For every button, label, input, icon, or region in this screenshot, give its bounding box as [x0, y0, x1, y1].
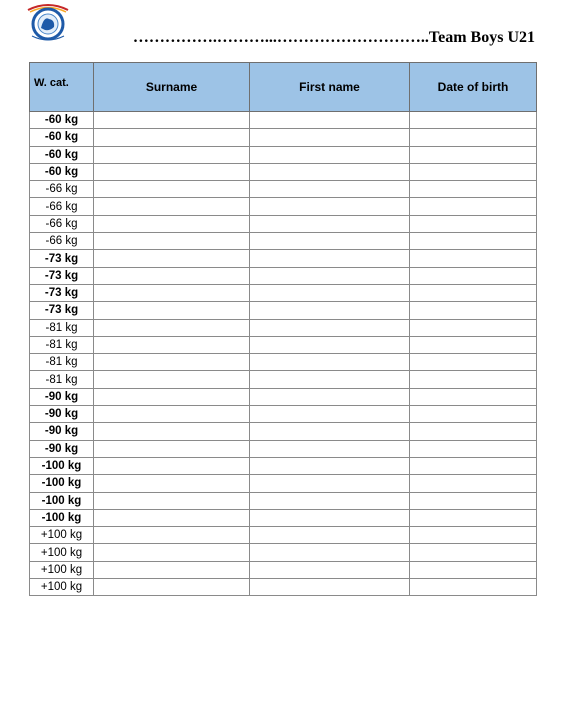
column-header-first-name: First name: [250, 63, 410, 112]
weight-category-cell: -73 kg: [30, 267, 94, 284]
surname-cell[interactable]: [94, 406, 250, 423]
weight-category-cell: -60 kg: [30, 163, 94, 180]
surname-cell[interactable]: [94, 163, 250, 180]
column-header-surname: Surname: [94, 63, 250, 112]
surname-cell[interactable]: [94, 250, 250, 267]
table-row: [30, 284, 537, 301]
date-of-birth-cell[interactable]: [410, 509, 537, 526]
weight-category-cell: -100 kg: [30, 509, 94, 526]
judo-association-logo: [22, 2, 74, 42]
date-of-birth-cell[interactable]: [410, 492, 537, 509]
date-of-birth-cell[interactable]: [410, 112, 537, 129]
first-name-cell[interactable]: [250, 181, 410, 198]
date-of-birth-cell[interactable]: [410, 198, 537, 215]
first-name-cell[interactable]: [250, 492, 410, 509]
date-of-birth-cell[interactable]: [410, 423, 537, 440]
weight-category-cell: +100 kg: [30, 527, 94, 544]
table-row: [30, 388, 537, 405]
date-of-birth-cell[interactable]: [410, 371, 537, 388]
first-name-cell[interactable]: [250, 527, 410, 544]
weight-category-cell: -60 kg: [30, 146, 94, 163]
date-of-birth-cell[interactable]: [410, 146, 537, 163]
table-row: [30, 423, 537, 440]
date-of-birth-cell[interactable]: [410, 527, 537, 544]
date-of-birth-cell[interactable]: [410, 215, 537, 232]
surname-cell[interactable]: [94, 354, 250, 371]
table-row: [30, 371, 537, 388]
weight-category-cell: -100 kg: [30, 457, 94, 474]
surname-cell[interactable]: [94, 319, 250, 336]
first-name-cell[interactable]: [250, 371, 410, 388]
date-of-birth-cell[interactable]: [410, 388, 537, 405]
first-name-cell[interactable]: [250, 336, 410, 353]
first-name-cell[interactable]: [250, 457, 410, 474]
first-name-cell[interactable]: [250, 354, 410, 371]
column-header-date-of-birth: Date of birth: [410, 63, 537, 112]
first-name-cell[interactable]: [250, 561, 410, 578]
weight-category-cell: -90 kg: [30, 406, 94, 423]
date-of-birth-cell[interactable]: [410, 319, 537, 336]
date-of-birth-cell[interactable]: [410, 129, 537, 146]
weight-category-cell: +100 kg: [30, 561, 94, 578]
table-row: [30, 406, 537, 423]
surname-cell[interactable]: [94, 198, 250, 215]
surname-cell[interactable]: [94, 509, 250, 526]
first-name-cell[interactable]: [250, 579, 410, 596]
first-name-cell[interactable]: [250, 544, 410, 561]
date-of-birth-cell[interactable]: [410, 163, 537, 180]
surname-cell[interactable]: [94, 284, 250, 301]
table-row: [30, 302, 537, 319]
first-name-cell[interactable]: [250, 146, 410, 163]
table-row: [30, 181, 537, 198]
table-row: [30, 267, 537, 284]
table-row: [30, 215, 537, 232]
date-of-birth-cell[interactable]: [410, 181, 537, 198]
date-of-birth-cell[interactable]: [410, 475, 537, 492]
weight-category-cell: -66 kg: [30, 233, 94, 250]
date-of-birth-cell[interactable]: [410, 561, 537, 578]
table-row: [30, 336, 537, 353]
surname-cell[interactable]: [94, 233, 250, 250]
page-title: …………….………...………………………..Team Boys U21: [132, 29, 535, 46]
first-name-cell[interactable]: [250, 302, 410, 319]
table-row: [30, 354, 537, 371]
surname-cell[interactable]: [94, 181, 250, 198]
date-of-birth-cell[interactable]: [410, 440, 537, 457]
surname-cell[interactable]: [94, 302, 250, 319]
table-row: [30, 440, 537, 457]
first-name-cell[interactable]: [250, 198, 410, 215]
weight-category-cell: -90 kg: [30, 423, 94, 440]
first-name-cell[interactable]: [250, 388, 410, 405]
weight-category-cell: -66 kg: [30, 215, 94, 232]
first-name-cell[interactable]: [250, 423, 410, 440]
table-header-row: [30, 63, 537, 112]
table-row: [30, 457, 537, 474]
first-name-cell[interactable]: [250, 129, 410, 146]
first-name-cell[interactable]: [250, 319, 410, 336]
date-of-birth-cell[interactable]: [410, 336, 537, 353]
surname-cell[interactable]: [94, 544, 250, 561]
weight-category-cell: -90 kg: [30, 440, 94, 457]
column-header-weight-category: W. cat.: [30, 63, 94, 112]
table-row: [30, 112, 537, 129]
weight-category-cell: +100 kg: [30, 544, 94, 561]
date-of-birth-cell[interactable]: [410, 302, 537, 319]
surname-cell[interactable]: [94, 579, 250, 596]
surname-cell[interactable]: [94, 527, 250, 544]
first-name-cell[interactable]: [250, 233, 410, 250]
weight-category-cell: -60 kg: [30, 129, 94, 146]
surname-cell[interactable]: [94, 475, 250, 492]
table-row: [30, 250, 537, 267]
weight-category-cell: -81 kg: [30, 371, 94, 388]
logo-icon: [22, 2, 74, 42]
table-row: [30, 527, 537, 544]
surname-cell[interactable]: [94, 561, 250, 578]
surname-cell[interactable]: [94, 112, 250, 129]
first-name-cell[interactable]: [250, 267, 410, 284]
date-of-birth-cell[interactable]: [410, 544, 537, 561]
surname-cell[interactable]: [94, 388, 250, 405]
registration-table: [29, 62, 537, 596]
date-of-birth-cell[interactable]: [410, 250, 537, 267]
date-of-birth-cell[interactable]: [410, 406, 537, 423]
table-row: [30, 475, 537, 492]
date-of-birth-cell[interactable]: [410, 457, 537, 474]
weight-category-cell: -66 kg: [30, 198, 94, 215]
table-row: [30, 233, 537, 250]
weight-category-cell: -100 kg: [30, 475, 94, 492]
first-name-cell[interactable]: [250, 406, 410, 423]
table-row: [30, 129, 537, 146]
date-of-birth-cell[interactable]: [410, 267, 537, 284]
table-row: [30, 146, 537, 163]
table-row: [30, 509, 537, 526]
surname-cell[interactable]: [94, 457, 250, 474]
surname-cell[interactable]: [94, 440, 250, 457]
date-of-birth-cell[interactable]: [410, 284, 537, 301]
surname-cell[interactable]: [94, 423, 250, 440]
surname-cell[interactable]: [94, 146, 250, 163]
weight-category-cell: -81 kg: [30, 336, 94, 353]
weight-category-cell: -73 kg: [30, 302, 94, 319]
first-name-cell[interactable]: [250, 284, 410, 301]
weight-category-cell: -81 kg: [30, 319, 94, 336]
table-row: [30, 319, 537, 336]
surname-cell[interactable]: [94, 129, 250, 146]
surname-cell[interactable]: [94, 267, 250, 284]
first-name-cell[interactable]: [250, 440, 410, 457]
first-name-cell[interactable]: [250, 112, 410, 129]
surname-cell[interactable]: [94, 336, 250, 353]
surname-cell[interactable]: [94, 492, 250, 509]
surname-cell[interactable]: [94, 371, 250, 388]
weight-category-cell: +100 kg: [30, 579, 94, 596]
table-row: [30, 561, 537, 578]
table-row: [30, 579, 537, 596]
weight-category-cell: -66 kg: [30, 181, 94, 198]
first-name-cell[interactable]: [250, 250, 410, 267]
table-row: [30, 163, 537, 180]
weight-category-cell: -73 kg: [30, 284, 94, 301]
table-row: [30, 198, 537, 215]
first-name-cell[interactable]: [250, 509, 410, 526]
weight-category-cell: -90 kg: [30, 388, 94, 405]
first-name-cell[interactable]: [250, 163, 410, 180]
first-name-cell[interactable]: [250, 215, 410, 232]
weight-category-cell: -60 kg: [30, 112, 94, 129]
first-name-cell[interactable]: [250, 475, 410, 492]
table-row: [30, 544, 537, 561]
weight-category-cell: -73 kg: [30, 250, 94, 267]
table-row: [30, 492, 537, 509]
date-of-birth-cell[interactable]: [410, 354, 537, 371]
date-of-birth-cell[interactable]: [410, 233, 537, 250]
weight-category-cell: -81 kg: [30, 354, 94, 371]
weight-category-cell: -100 kg: [30, 492, 94, 509]
date-of-birth-cell[interactable]: [410, 579, 537, 596]
surname-cell[interactable]: [94, 215, 250, 232]
